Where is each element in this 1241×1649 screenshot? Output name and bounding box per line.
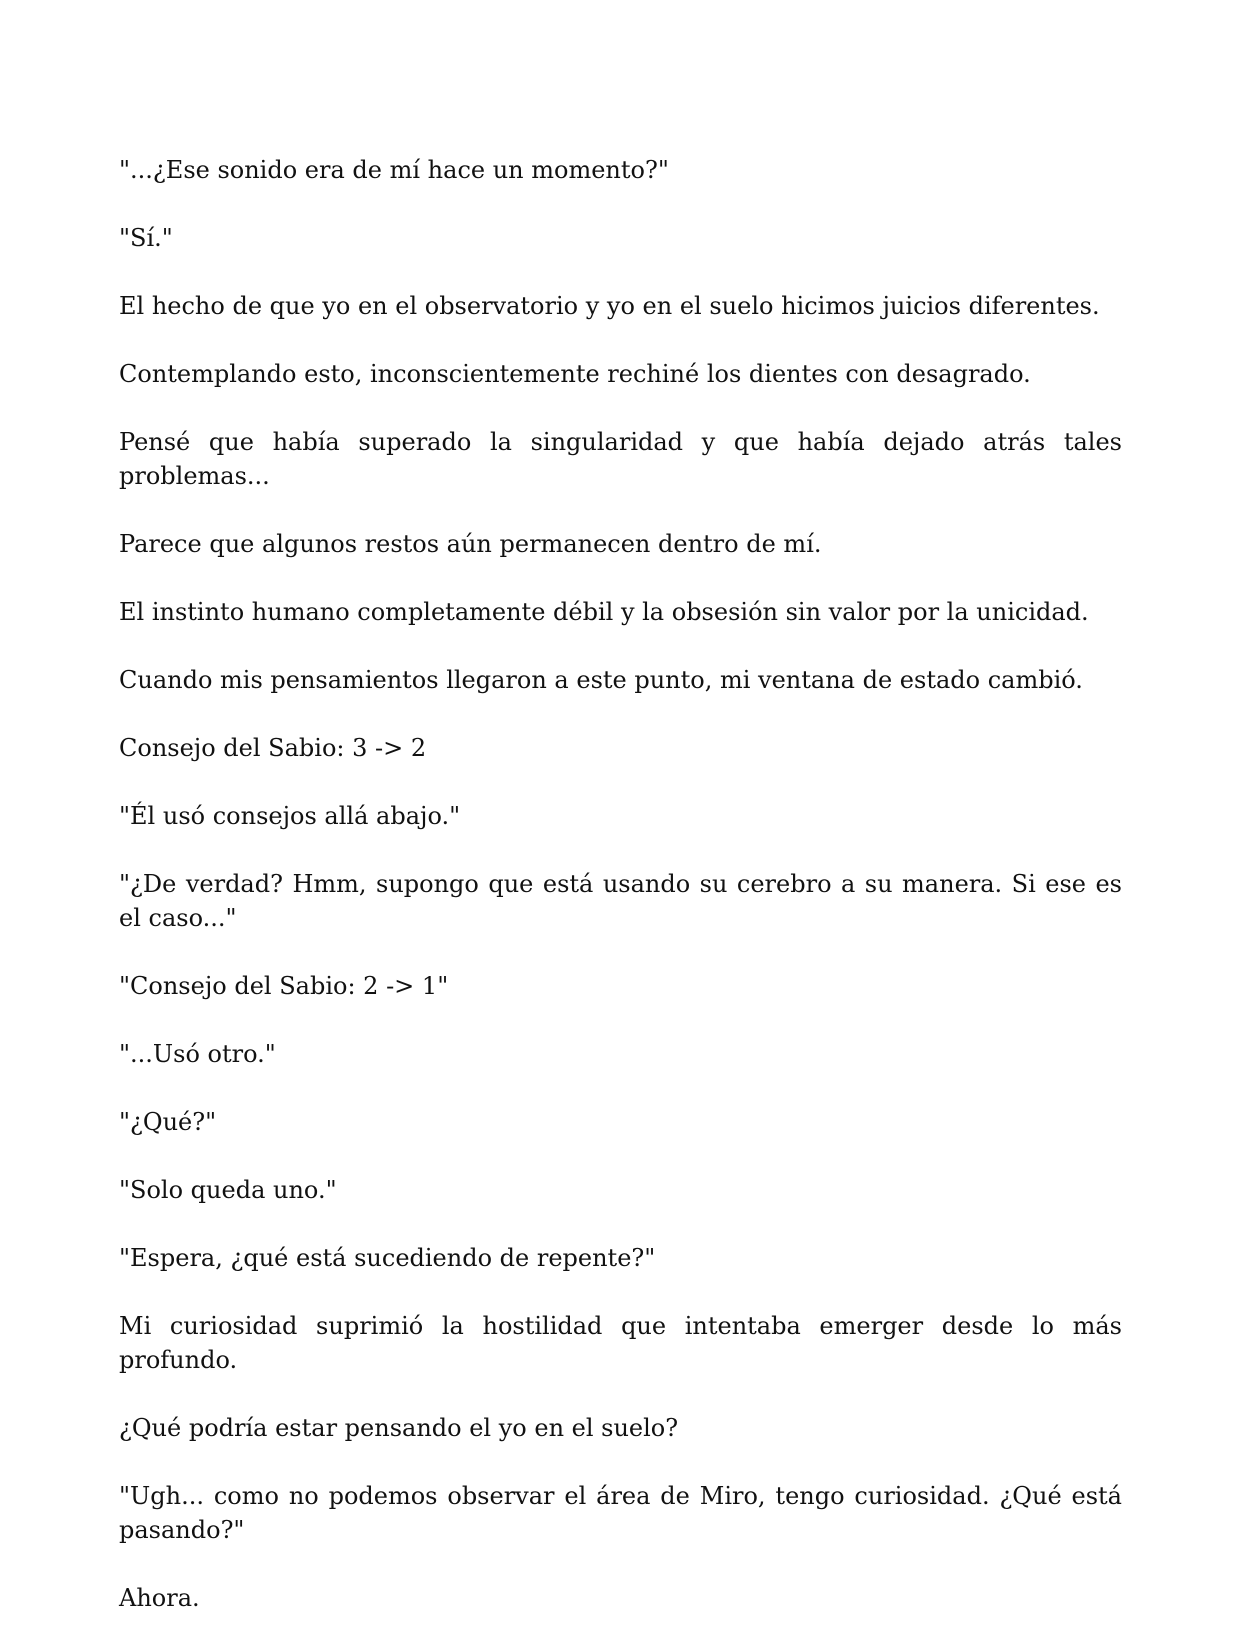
- document-body: [119, 153, 1122, 1649]
- paragraph: El hecho de que yo en el observatorio y yo en el suelo hicimos juicios diferentes.: [119, 292, 1100, 320]
- paragraph: "Sí.": [119, 224, 173, 252]
- paragraph: "Espera, ¿qué está sucediendo de repente?": [119, 1244, 656, 1272]
- paragraph: Mi curiosidad suprimió la hostilidad que intentaba emerger desde lo más profundo.: [119, 1312, 1122, 1374]
- paragraph: Consejo del Sabio: 3 -> 2: [119, 734, 427, 762]
- paragraph: "Consejo del Sabio: 2 -> 1": [119, 972, 449, 1000]
- paragraph: "...Usó otro.": [119, 1040, 276, 1068]
- paragraph: Pensé que había superado la singularidad y que había dejado atrás tales problemas...: [119, 428, 1122, 490]
- paragraph: "...¿Ese sonido era de mí hace un momento?": [119, 156, 669, 184]
- paragraph: El instinto humano completamente débil y la obsesión sin valor por la unicidad.: [119, 598, 1089, 626]
- paragraph: "¿De verdad? Hmm, supongo que está usando su cerebro a su manera. Si ese es el caso...": [119, 870, 1122, 932]
- paragraph: ¿Qué podría estar pensando el yo en el suelo?: [119, 1414, 679, 1442]
- paragraph: "Él usó consejos allá abajo.": [119, 802, 461, 830]
- paragraph: "¿Qué?": [119, 1108, 217, 1136]
- paragraph: "Solo queda uno.": [119, 1176, 337, 1204]
- paragraph: Contemplando esto, inconscientemente rechiné los dientes con desagrado.: [119, 360, 1031, 388]
- paragraph: Cuando mis pensamientos llegaron a este punto, mi ventana de estado cambió.: [119, 666, 1083, 694]
- paragraph: "Ugh... como no podemos observar el área de Miro, tengo curiosidad. ¿Qué está pasando?": [119, 1482, 1122, 1544]
- paragraph: Ahora.: [119, 1584, 200, 1612]
- paragraph: Parece que algunos restos aún permanecen dentro de mí.: [119, 530, 822, 558]
